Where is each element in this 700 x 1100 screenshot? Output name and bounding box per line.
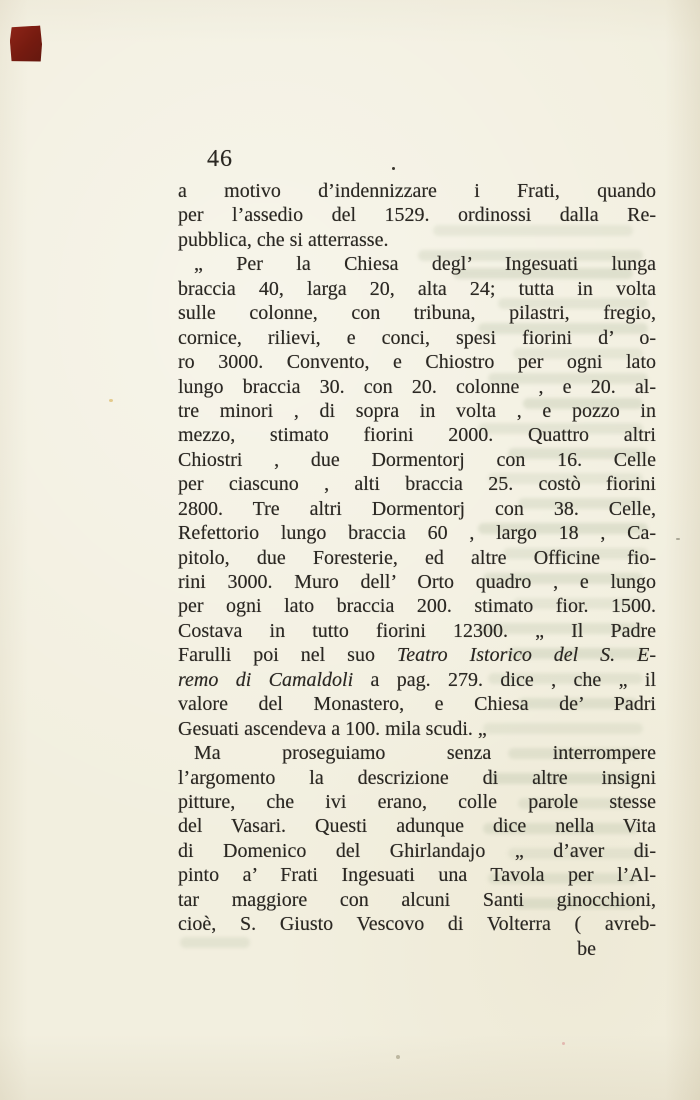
text-segment: pitture, che ivi erano, colle parole stesse: [178, 790, 656, 813]
text-line: [178, 863, 656, 887]
text-segment: cornice, rilievi, e conci, spesi fiorini d’ o-: [178, 326, 656, 349]
text-line: [178, 790, 656, 814]
text-line: [178, 741, 656, 765]
text-segment: Chiostri , due Dormentorj con 16. Celle: [178, 448, 656, 471]
text-segment: tre minori , di sopra in volta , e pozzo in: [178, 399, 656, 422]
text-line: [178, 570, 656, 594]
text-segment: a pag. 279. dice , che „ il: [353, 668, 656, 691]
paper-speck: [562, 1042, 565, 1045]
text-segment: Farulli poi nel suo: [178, 644, 397, 667]
italic-text-segment: Teatro Istorico del S. E-: [396, 644, 656, 667]
text-segment: 2800. Tre altri Dormentorj con 38. Celle,: [178, 497, 656, 520]
text-line: [178, 423, 656, 447]
text-line: [178, 839, 656, 863]
text-segment: pubblica, che si atterrasse.: [178, 228, 389, 251]
text-segment: tar maggiore con alcuni Santi ginocchioni,: [178, 888, 656, 911]
text-segment: „ Per la Chiesa degl’ Ingesuati lunga: [194, 253, 656, 276]
text-segment: cioè, S. Giusto Vescovo di Volterra ( avreb-: [178, 913, 656, 936]
text-line: [178, 179, 656, 203]
text-segment: rini 3000. Muro dell’ Orto quadro , e lungo: [178, 571, 656, 593]
text-segment: Refettorio lungo braccia 60 , largo 18 , Ca-: [178, 522, 656, 545]
text-line: [178, 228, 656, 252]
text-segment: per l’assedio del 1529. ordinossi dalla Re-: [178, 204, 656, 227]
text-line: [178, 668, 656, 692]
ink-speck: [392, 167, 395, 170]
text-line: [178, 472, 656, 496]
text-segment: sulle colonne, con tribuna, pilastri, fregio,: [178, 302, 656, 325]
text-segment: di Domenico del Ghirlandajo „ d’aver di-: [178, 839, 656, 862]
text-block: [178, 179, 656, 961]
text-segment: Ma proseguiamo senza interrompere: [194, 742, 656, 765]
text-segment: ro 3000. Convento, e Chiostro per ogni lato: [178, 351, 656, 374]
text-segment: Costava in tutto fiorini 12300. „ Il Padre: [178, 619, 656, 642]
text-line: [178, 326, 656, 350]
text-segment: pitolo, due Foresterie, ed altre Officine fio-: [178, 546, 656, 569]
text-segment: del Vasari. Questi adunque dice nella Vita: [178, 815, 656, 838]
text-line: [178, 277, 656, 301]
page-number: 46: [207, 146, 233, 172]
text-line: [178, 619, 656, 643]
text-segment: Gesuati ascendeva a 100. mila scudi. „: [178, 717, 487, 740]
text-line: [178, 350, 656, 374]
paper-speck: [109, 399, 113, 402]
text-segment: a motivo d’indennizzare i Frati, quando: [178, 180, 656, 202]
red-stamp-mark: [9, 25, 42, 62]
catchword: be: [577, 937, 596, 960]
text-line: [178, 594, 656, 618]
text-segment: lungo braccia 30. con 20. colonne , e 20. al-: [178, 375, 656, 398]
text-line: [178, 546, 656, 570]
text-line: [178, 717, 656, 741]
text-segment: per ogni lato braccia 200. stimato fior. 1500.: [178, 595, 656, 618]
text-segment: braccia 40, larga 20, alta 24; tutta in volta: [178, 277, 656, 300]
text-line: [178, 497, 656, 521]
text-line: [178, 448, 656, 472]
text-line: [178, 301, 656, 325]
text-line: [178, 252, 656, 276]
text-segment: per ciascuno , alti braccia 25. costò fiorini: [178, 473, 656, 496]
paper-speck: [676, 538, 680, 540]
text-line: [178, 814, 656, 838]
italic-text-segment: remo di Camaldoli: [178, 668, 354, 691]
text-line: [178, 375, 656, 399]
text-line: [178, 766, 656, 790]
text-line: [178, 692, 656, 716]
paper-speck: [396, 1055, 400, 1059]
text-segment: mezzo, stimato fiorini 2000. Quattro altri: [178, 424, 656, 447]
text-segment: l’argomento la descrizione di altre insigni: [178, 766, 656, 789]
text-line: [178, 643, 656, 667]
text-line: [178, 888, 656, 912]
text-line: [178, 203, 656, 227]
text-segment: valore del Monastero, e Chiesa de’ Padri: [178, 693, 656, 716]
text-segment: pinto a’ Frati Ingesuati una Tavola per l’Al-: [178, 864, 656, 887]
text-line: [178, 521, 656, 545]
text-line: [178, 912, 656, 936]
text-line: [178, 399, 656, 423]
